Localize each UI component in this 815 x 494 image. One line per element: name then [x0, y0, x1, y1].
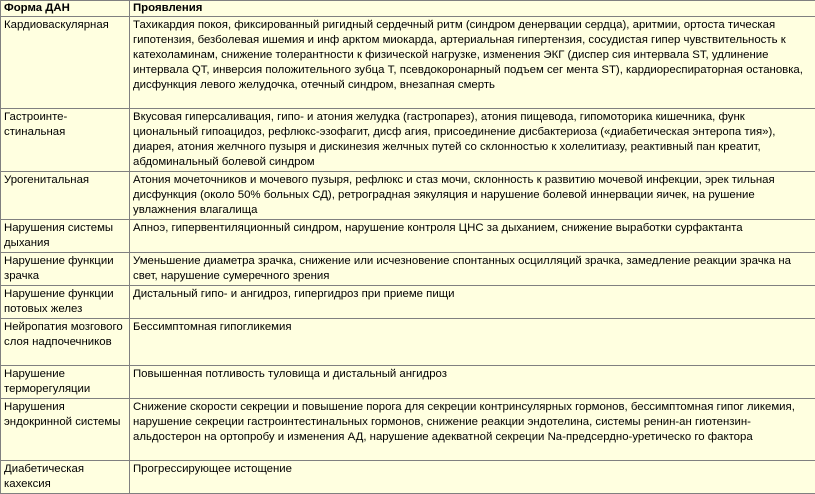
cell-manifestations: Снижение скорости секреции и повышение порога для секреции контринсулярных гормонов, бессимптомная гипог ликемия, нарушение секреции гастроинтестинальных гормонов, снижение реакции эндотелина, системы ренин-ан гиотензин-альдостерон на ортопробу и изменения АД, нарушение адекватной секреции Na-предсердно-уретическо го фактора [130, 399, 815, 461]
cell-form: Нарушения эндокринной системы [1, 399, 130, 461]
column-header-manifestations: Проявления [130, 1, 815, 17]
cell-form: Нарушение функции зрачка [1, 253, 130, 286]
cell-manifestations: Повышенная потливость туловища и дистальный ангидроз [130, 366, 815, 399]
cell-form: Кардиоваскулярная [1, 17, 130, 109]
table-row [1, 461, 815, 494]
cell-manifestations: Дистальный гипо- и ангидроз, гипергидроз при приеме пищи [130, 286, 815, 319]
cell-form: Нарушение терморегуляции [1, 366, 130, 399]
cell-form: Урогенитальная [1, 172, 130, 220]
cell-manifestations: Вкусовая гиперсаливация, гипо- и атония желудка (гастропарез), атония пищевода, гипомоторика кишечника, функ циональный гипоацидоз, рефлюкс-эзофагит, дисф агия, присоединение дисбактериоза («диабетическая энтеропа тия»), диарея, атония желчного пузыря и дискинезия желчных путей со склонностью к холелитиазу, реактивный пан креатит, абдоминальный болевой синдром [130, 109, 815, 172]
table-row [1, 366, 815, 399]
table-row [1, 319, 815, 366]
table-row [1, 172, 815, 220]
cell-form: Нарушение функции потовых желез [1, 286, 130, 319]
cell-manifestations: Апноэ, гипервентиляционный синдром, нарушение контроля ЦНС за дыханием, снижение выработки сурфактанта [130, 220, 815, 253]
table-row [1, 17, 815, 109]
cell-manifestations: Прогрессирующее истощение [130, 461, 815, 494]
cell-manifestations: Уменьшение диаметра зрачка, снижение или исчезновение спонтанных осцилляций зрачка, замедление реакции зрачка на свет, нарушение сумеречного зрения [130, 253, 815, 286]
table-row [1, 286, 815, 319]
table-row [1, 109, 815, 172]
column-header-form: Форма ДАН [1, 1, 130, 17]
table-row [1, 220, 815, 253]
cell-form: Диабетическая кахексия [1, 461, 130, 494]
cell-manifestations: Атония мочеточников и мочевого пузыря, рефлюкс и стаз мочи, склонность к развитию мочевой инфекции, эрек тильная дисфункция (около 50% больных СД), ретроградная эякуляция и нарушение болевой иннервации яичек, на рушение увлажнения влагалища [130, 172, 815, 220]
table-header-row [1, 1, 815, 17]
cell-manifestations: Бессимптомная гипогликемия [130, 319, 815, 366]
table-row [1, 399, 815, 461]
cell-form: Гастроинте-стинальная [1, 109, 130, 172]
table-row [1, 253, 815, 286]
cell-manifestations: Тахикардия покоя, фиксированный ригидный сердечный ритм (синдром денервации сердца), аритмии, ортоста тическая гипотензия, безболевая ишемия и инф арктом миокарда, артериальная гипертензия, сосудистая гипер чувствительность к катехоламинам, снижение толерантности к физической нагрузке, изменения ЭКГ (диспер сия интервала ST, удлинение интервала QT, инверсия положительного зубца T, псевдокоронарный подъем сег мента ST), кардиореспираторная остановка, дисфункция левого желудочка, отечный синдром, внезапная смерть [130, 17, 815, 109]
cell-form: Нарушения системы дыхания [1, 220, 130, 253]
cell-form: Нейропатия мозгового слоя надпочечников [1, 319, 130, 366]
